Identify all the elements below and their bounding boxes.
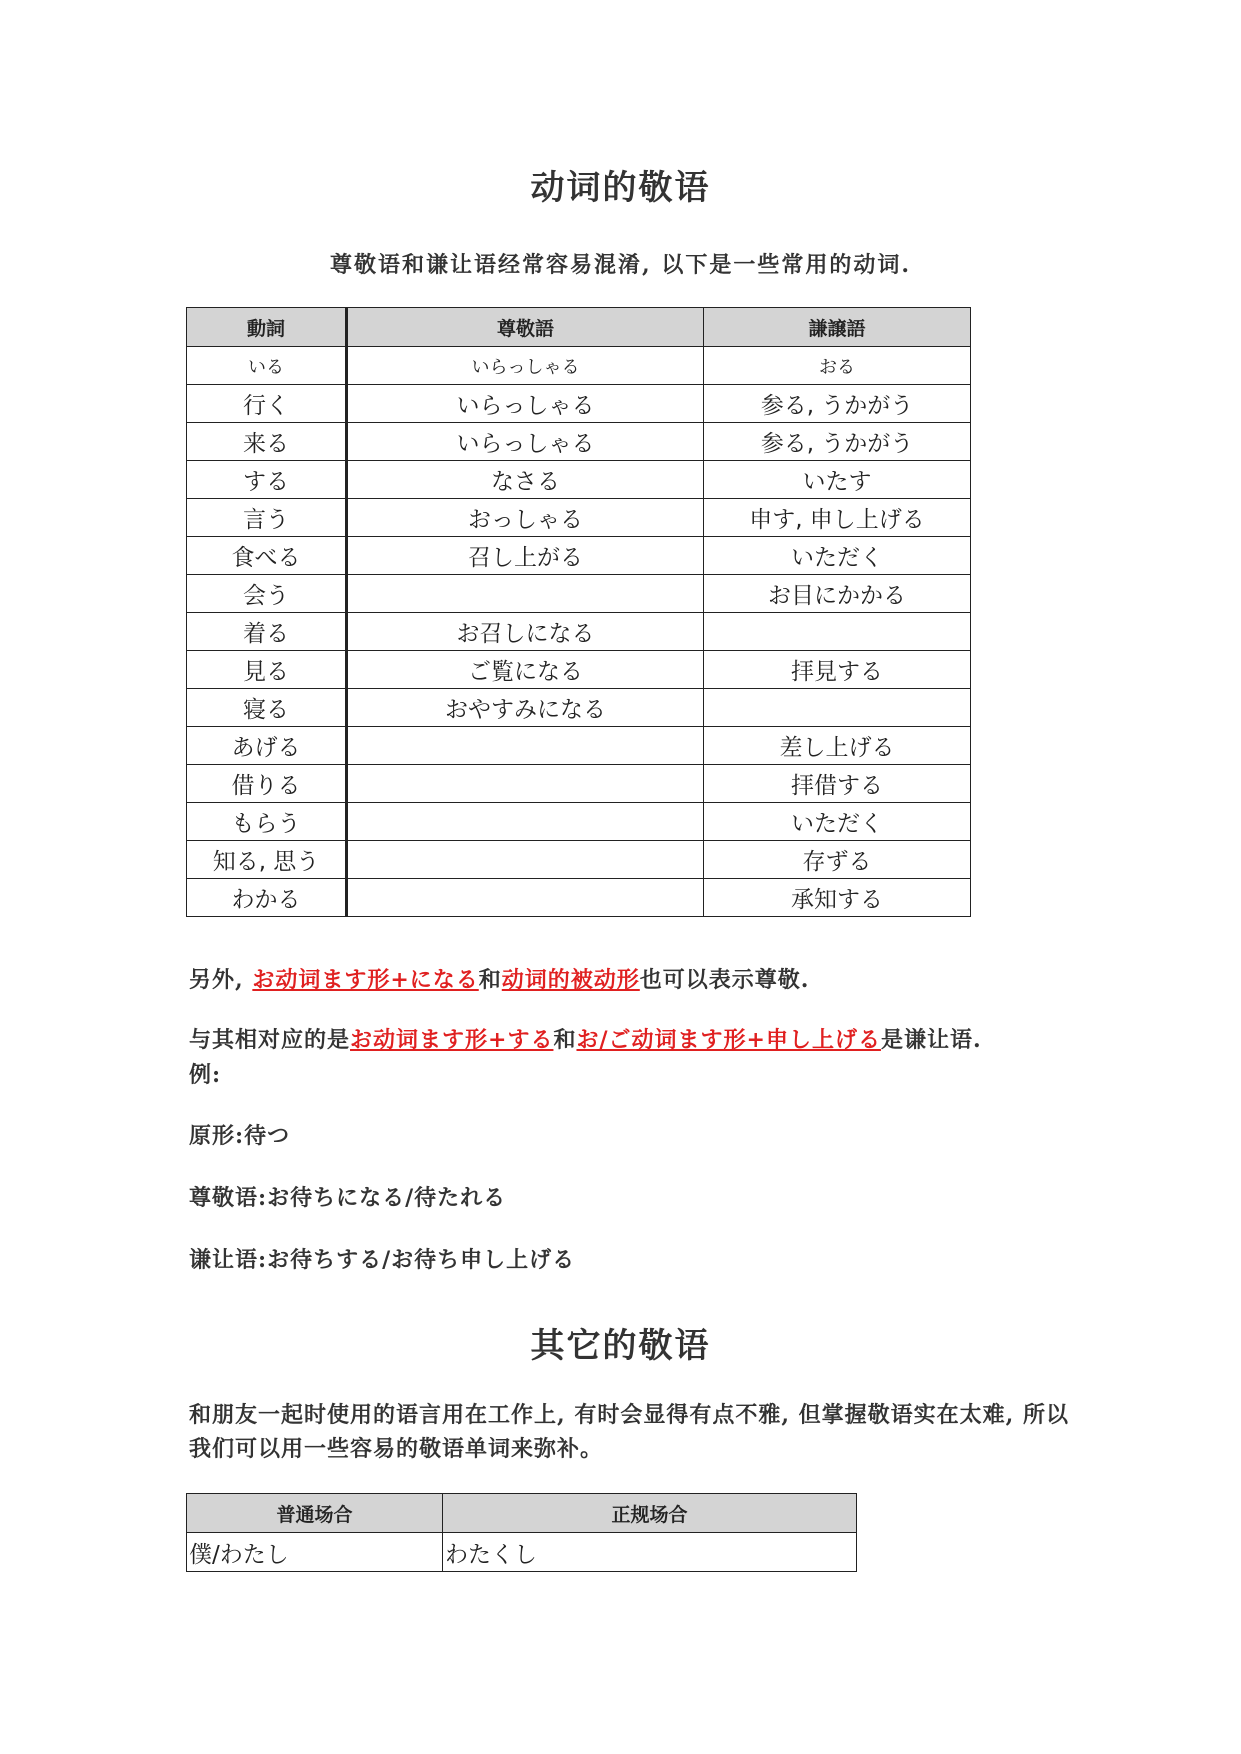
section-subtitle: 尊敬语和谦让语经常容易混淆, 以下是一些常用的动词. [330, 252, 911, 278]
other-honorific-table [186, 1493, 857, 1572]
humble-cell: いただく [704, 537, 971, 575]
table-row [187, 347, 971, 385]
verb-cell: 借りる [187, 765, 347, 803]
humble-cell: 承知する [704, 879, 971, 917]
verb-cell: いる [187, 347, 347, 385]
verb-cell: する [187, 461, 347, 499]
table-row [187, 385, 971, 423]
humble-cell [704, 613, 971, 651]
honorific-cell [347, 727, 704, 765]
humble-cell: おる [704, 347, 971, 385]
verb-cell: 見る [187, 651, 347, 689]
verb-cell: もらう [187, 803, 347, 841]
table-header-row [187, 308, 971, 347]
humble-cell: 差し上げる [704, 727, 971, 765]
note-text: 和 [553, 1027, 577, 1053]
humble-cell: お目にかかる [704, 575, 971, 613]
humble-cell [704, 689, 971, 727]
verb-cell: 来る [187, 423, 347, 461]
honorific-cell [347, 841, 704, 879]
honorific-cell: なさる [347, 461, 704, 499]
verb-cell: 寝る [187, 689, 347, 727]
table-row [187, 537, 971, 575]
example-honorific: 尊敬语:お待ちになる/待たれる [189, 1185, 507, 1211]
table-row [187, 841, 971, 879]
highlight-phrase: お动词ます形+する [350, 1027, 554, 1053]
verb-cell: 行く [187, 385, 347, 423]
verb-cell: 言う [187, 499, 347, 537]
humble-cell: 拝借する [704, 765, 971, 803]
table-row [187, 651, 971, 689]
honorific-cell: おやすみになる [347, 689, 704, 727]
honorific-cell: いらっしゃる [347, 385, 704, 423]
highlight-phrase: お动词ます形+になる [252, 967, 479, 993]
note-text: 与其相对应的是 [189, 1027, 351, 1053]
highlight-phrase: 动词的被动形 [501, 967, 640, 993]
verb-cell: 着る [187, 613, 347, 651]
humble-cell: 拝見する [704, 651, 971, 689]
humble-cell: いただく [704, 803, 971, 841]
section-title-verbs: 动词的敬语 [530, 168, 711, 208]
table-row [187, 423, 971, 461]
table-row [187, 575, 971, 613]
table-row [187, 879, 971, 917]
humble-cell: 参る, うかがう [704, 385, 971, 423]
example-label: 例: [189, 1062, 222, 1088]
note-text: 是谦让语. [880, 1027, 982, 1053]
table-row [187, 499, 971, 537]
honorific-cell: ご覧になる [347, 651, 704, 689]
honorific-cell: 召し上がる [347, 537, 704, 575]
example-base-form: 原形:待つ [189, 1123, 291, 1149]
humble-cell: いたす [704, 461, 971, 499]
verb-cell: あげる [187, 727, 347, 765]
honorific-cell: いらっしゃる [347, 347, 704, 385]
formal-cell: わたくし [443, 1533, 857, 1572]
header-humble: 謙譲語 [704, 308, 971, 347]
header-honorific: 尊敬語 [347, 308, 704, 347]
honorific-cell: いらっしゃる [347, 423, 704, 461]
verb-cell: 知る, 思う [187, 841, 347, 879]
table-row [187, 765, 971, 803]
humble-cell: 参る, うかがう [704, 423, 971, 461]
casual-cell: 僕/わたし [187, 1533, 443, 1572]
note-text: 另外, [189, 967, 253, 993]
table-row [187, 613, 971, 651]
honorific-cell [347, 879, 704, 917]
verb-honorific-table [186, 307, 971, 917]
table-row [187, 803, 971, 841]
header-formal: 正规场合 [443, 1494, 857, 1533]
honorific-cell [347, 575, 704, 613]
section-title-other: 其它的敬语 [530, 1326, 711, 1366]
honorific-cell: お召しになる [347, 613, 704, 651]
header-casual: 普通场合 [187, 1494, 443, 1533]
table-row [187, 727, 971, 765]
humble-cell: 存ずる [704, 841, 971, 879]
note-text: 也可以表示尊敬. [639, 967, 810, 993]
honorific-cell [347, 765, 704, 803]
honorific-cell: おっしゃる [347, 499, 704, 537]
honorific-cell [347, 803, 704, 841]
example-humble: 谦让语:お待ちする/お待ち申し上げる [189, 1247, 576, 1273]
table-row [187, 1533, 857, 1572]
verb-cell: 食べる [187, 537, 347, 575]
highlight-phrase: お/ご动词ます形+申し上げる [576, 1027, 881, 1053]
other-paragraph: 和朋友一起时使用的语言用在工作上, 有时会显得有点不雅, 但掌握敬语实在太难, 所以我们可以用一些容易的敬语单词来弥补。 [189, 1402, 1069, 1462]
verb-cell: 会う [187, 575, 347, 613]
table-row [187, 689, 971, 727]
note-corresponding [189, 1023, 982, 1054]
note-another [189, 963, 809, 994]
verb-cell: わかる [187, 879, 347, 917]
humble-cell: 申す, 申し上げる [704, 499, 971, 537]
header-verb: 動詞 [187, 308, 347, 347]
note-text: 和 [478, 967, 502, 993]
table-header-row [187, 1494, 857, 1533]
table-row [187, 461, 971, 499]
